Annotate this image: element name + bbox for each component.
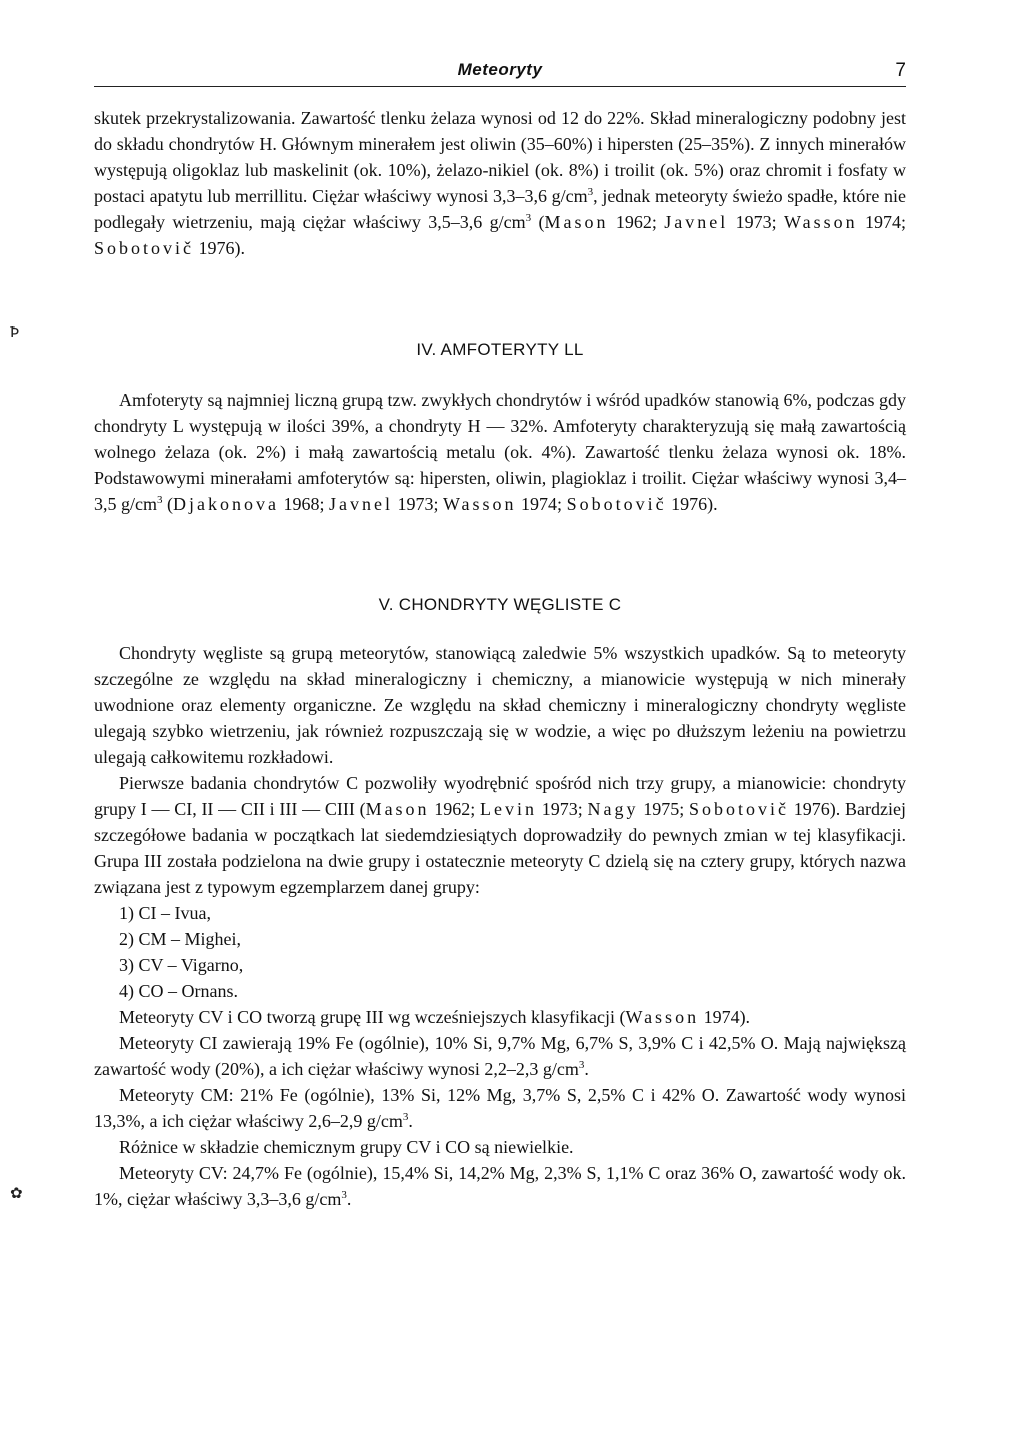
superscript: 3	[341, 1189, 347, 1201]
section-heading-iv: IV. AMFOTERYTY LL	[416, 340, 584, 359]
paragraph-v-4	[94, 1030, 906, 1082]
citation-author: Sobotovič	[94, 238, 195, 258]
list-item: 1) CI – Ivua,	[119, 903, 211, 923]
text-run: Meteoryty CM: 21% Fe (ogólnie), 13% Si, 12% Mg, 3,7% S, 2,5% C i 42% O. Zawartość wody wynosi 13,3%, a ich ciężar właściwy 2,6–2,9 g/cm	[94, 1085, 906, 1131]
section-iv-body	[94, 387, 906, 517]
citation-author: Mason	[365, 799, 430, 819]
paragraph-v-6: Różnice w składzie chemicznym grupy CV i CO są niewielkie.	[119, 1137, 574, 1157]
text-run: Meteoryty CV i CO tworzą grupę III wg wcześniejszych klasyfikacji (	[119, 1007, 626, 1027]
group-list	[94, 900, 906, 1004]
paragraph-v-7	[94, 1160, 906, 1212]
header-rule	[94, 86, 906, 87]
section-v-body	[94, 640, 906, 1212]
superscript: 3	[525, 212, 532, 224]
text-run: 1968;	[278, 494, 329, 514]
paragraph-v-1: Chondryty węgliste są grupą meteorytów, stanowiącą zaledwie 5% wszystkich upadków. Są to meteoryty szczególne ze względu na skład mineralogiczny i chemiczny, a mianowicie występują w nich minerały uwodnione oraz elementy organiczne. Ze względu na skład chemiczny i mineralogiczny chondryty węgliste ulegają szybko wietrzeniu, jak również rozpuszczają się w wodzie, a więc po dłuższym leżeniu na powietrzu ulegają całkowitemu rozkładowi.	[94, 643, 906, 767]
list-item: 4) CO – Ornans.	[119, 981, 238, 1001]
paragraph-v-2	[94, 770, 906, 900]
text-run: Meteoryty CV: 24,7% Fe (ogólnie), 15,4% Si, 14,2% Mg, 2,3% S, 1,1% C oraz 36% O, zawartość wody ok. 1%, ciężar właściwy 3,3–3,6 g/cm	[94, 1163, 906, 1209]
text-run: 1976).	[666, 494, 718, 514]
superscript: 3	[157, 494, 163, 506]
text-run: Meteoryty CI zawierają 19% Fe (ogólnie), 10% Si, 9,7% Mg, 6,7% S, 3,9% C i 42,5% O. Mają największą zawartość wody (20%), a ich ciężar właściwy wynosi 2,2–2,3 g/cm	[94, 1033, 906, 1079]
citation-author: Levin	[480, 799, 538, 819]
text-run: 1976).	[194, 238, 246, 258]
superscript: 3	[402, 1111, 409, 1123]
margin-mark-top: Ꝥ	[10, 323, 20, 341]
running-header	[94, 60, 906, 86]
citation-author: Sobotovič	[689, 799, 790, 819]
text-run: 1976). Bardziej szczegółowe badania w początkach lat siedemdziesiątych doprowadziły do pewnych zmian w tej klasyfikacji. Grupa III została podzielona na dwie grupy i ostatecznie meteoryty C dzielą się na cztery grupy, których nazwa związana jest z typowym egzemplarzem danej grupy:	[94, 799, 906, 897]
text-run: .	[584, 1059, 589, 1079]
superscript: 3	[578, 1059, 585, 1071]
margin-mark-bottom: ✿	[10, 1184, 23, 1202]
text-run: .	[408, 1111, 413, 1131]
list-item: 2) CM – Mighei,	[119, 929, 242, 949]
citation-author: Javnel	[664, 212, 729, 232]
citation-author: Wasson	[784, 212, 858, 232]
text-run: 1962;	[429, 799, 481, 819]
text-run: 1974;	[857, 212, 906, 232]
text-run: 1973;	[728, 212, 785, 232]
text-run: , jednak meteoryty świeżo spadłe, które nie podlegały wietrzeniu, mają ciężar właściwy 3,5–3,6 g/cm	[94, 186, 906, 232]
text-run: 1962;	[608, 212, 665, 232]
page-number: 7	[895, 60, 906, 81]
section-heading-v: V. CHONDRYTY WĘGLISTE C	[378, 595, 622, 614]
text-run: 1975;	[638, 799, 690, 819]
paragraph-continuation	[94, 105, 906, 261]
text-run: .	[346, 1189, 352, 1209]
citation-author: Javnel	[329, 494, 393, 514]
section-top	[94, 105, 906, 261]
citation-author: Wasson	[443, 494, 517, 514]
list-item: 3) CV – Vigarno,	[119, 955, 244, 975]
text-run: 1973;	[392, 494, 443, 514]
paragraph-v-3	[94, 1004, 906, 1030]
citation-author: Nagy	[587, 799, 639, 819]
superscript: 3	[587, 186, 594, 198]
text-run: Amfoteryty są najmniej liczną grupą tzw. zwykłych chondrytów i wśród upadków stanowią 6%, podczas gdy chondryty L występują w ilości 39%, a chondryty H — 32%. Amfoteryty charakteryzują się małą zawartością wolnego żelaza (ok. 2%) i małą zawartością metalu (ok. 4%). Zawartość tlenku żelaza wynosi ok. 18%. Podstawowymi minerałami amfoterytów są: hipersten, oliwin, plagioklaz i troilit. Ciężar właściwy wynosi 3,4–3,5 g/cm	[94, 390, 906, 514]
citation-author: Sobotovič	[566, 494, 667, 514]
text-run: 1974;	[516, 494, 567, 514]
text-run: 1974).	[699, 1007, 751, 1027]
text-run: Pierwsze badania chondrytów C pozwoliły wyodrębnić spośród nich trzy grupy, a mianowicie: chondryty grupy I — CI, II — CII i III — CIII (	[94, 773, 906, 819]
text-run: 1973;	[537, 799, 588, 819]
running-title: Meteoryty	[457, 60, 543, 79]
citation-author: Mason	[544, 212, 609, 232]
text-run: (	[162, 494, 173, 514]
text-run: (	[531, 212, 545, 232]
text-run: skutek przekrystalizowania. Zawartość tlenku żelaza wynosi od 12 do 22%. Skład mineralogiczny podobny jest do składu chondrytów H. Głównym minerałem jest oliwin (35–60%) i hipersten (25–35%). Z innych minerałów występują oligoklaz lub maskelinit (ok. 10%), żelazo-nikiel (ok. 8%) i troilit (ok. 5%) oraz chromit i fosfaty w postaci apatytu lub merrillitu. Ciężar właściwy wynosi 3,3–3,6 g/cm	[94, 108, 906, 206]
citation-author: Djakonova	[173, 494, 279, 514]
citation-author: Wasson	[625, 1007, 700, 1027]
paragraph-v-5	[94, 1082, 906, 1134]
paragraph-amfoteryty	[94, 387, 906, 517]
